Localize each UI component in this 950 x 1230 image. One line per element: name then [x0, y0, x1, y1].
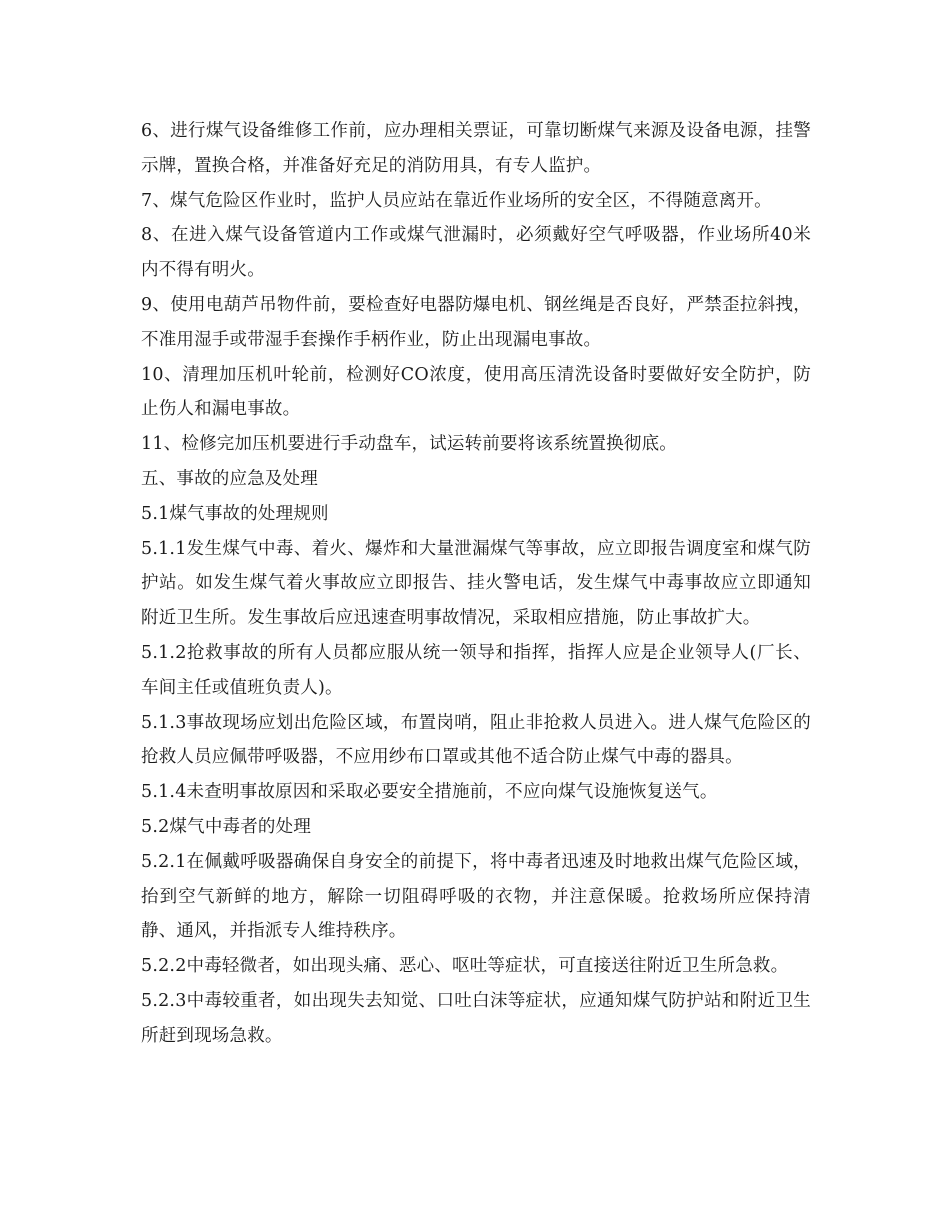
paragraph-item-8: 8、在进入煤气设备管道内工作或煤气泄漏时，必须戴好空气呼吸器，作业场所40米内不得有明火。 [141, 225, 811, 281]
paragraph-5-1-2: 5.1.2抢救事故的所有人员都应服从统一领导和指挥，指挥人应是企业领导人(厂长、车间主任或值班负责人)。 [141, 642, 811, 698]
paragraph-item-10: 10、清理加压机叶轮前，检测好CO浓度，使用高压清洗设备时要做好安全防护，防止伤人和漏电事故。 [141, 364, 811, 420]
subsection-heading-5-1: 5.1煤气事故的处理规则 [141, 503, 329, 524]
section-heading-emergency: 五、事故的应急及处理 [141, 468, 318, 489]
paragraph-5-2-3: 5.2.3中毒较重者，如出现失去知觉、口吐白沫等症状，应通知煤气防护站和附近卫生所赶到现场急救。 [141, 990, 811, 1046]
paragraph-5-1-3: 5.1.3事故现场应划出危险区域，布置岗哨，阻止非抢救人员进入。进人煤气危险区的抢救人员应佩带呼吸器，不应用纱布口罩或其他不适合防止煤气中毒的器具。 [141, 712, 811, 768]
paragraph-5-2-2: 5.2.2中毒轻微者，如出现头痛、恶心、呕吐等症状，可直接送往附近卫生所急救。 [141, 956, 789, 977]
paragraph-item-6: 6、进行煤气设备维修工作前，应办理相关票证，可靠切断煤气来源及设备电源，挂警示牌，置换合格，并准备好充足的消防用具，有专人监护。 [141, 121, 811, 176]
paragraph-item-9: 9、使用电葫芦吊物件前，要检查好电器防爆电机、钢丝绳是否良好，严禁歪拉斜拽，不准用湿手或带湿手套操作手柄作业，防止出现漏电事故。 [141, 294, 811, 350]
paragraph-item-11: 11、检修完加压机要进行手动盘车，试运转前要将该系统置换彻底。 [141, 434, 677, 455]
paragraph-5-1-1: 5.1.1发生煤气中毒、着火、爆炸和大量泄漏煤气等事故，应立即报告调度室和煤气防护站。如发生煤气着火事故应立即报告、挂火警电话，发生煤气中毒事故应立即通知附近卫生所。发生事故后应迅速查明事故情况，采取相应措施，防止事故扩大。 [141, 538, 811, 629]
paragraph-5-2-1: 5.2.1在佩戴呼吸器确保自身安全的前提下，将中毒者迅速及时地救出煤气危险区域，抬到空气新鲜的地方，解除一切阻碍呼吸的衣物，并注意保暖。抢救场所应保持清静、通风，并指派专人维持秩序。 [141, 851, 811, 942]
subsection-heading-5-2: 5.2煤气中毒者的处理 [141, 816, 312, 837]
paragraph-5-1-4: 5.1.4未查明事故原因和采取必要安全措施前，不应向煤气设施恢复送气。 [141, 782, 718, 803]
paragraph-item-7: 7、煤气危险区作业时，监护人员应站在靠近作业场所的安全区，不得随意离开。 [141, 190, 772, 211]
document-body [141, 114, 811, 1054]
